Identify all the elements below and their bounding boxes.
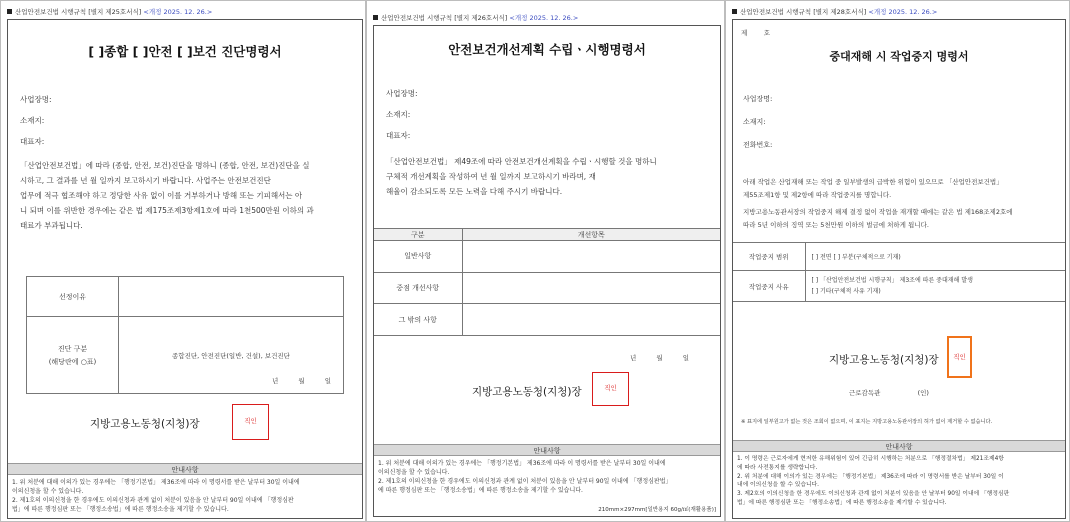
- doc2-workplace-field: 사업장명:: [386, 89, 418, 98]
- doc3-guide: [733, 440, 1065, 508]
- doc2-header: [373, 13, 578, 22]
- doc2-date-line: 년 월 일: [630, 354, 689, 362]
- doc3-scope-label: 작업중지 범위: [733, 243, 805, 271]
- doc3-number-label: 제 호: [741, 29, 771, 37]
- doc3-reason-value: [ ] 「산업안전보건법 시행규칙」 제3조에 따른 중대재해 발생: [811, 277, 973, 284]
- bullet-square-icon: [7, 9, 12, 14]
- doc2-row-value[interactable]: [462, 241, 720, 273]
- doc3-reason-value: [ ] 기타(구체적 사유 기재): [811, 288, 881, 295]
- doc2-guide-line: 에 따른 행정심판 또는 「행정소송법」에 따른 행정소송을 제기할 수 있습니다.: [378, 487, 583, 494]
- document-panel-3: [725, 0, 1070, 522]
- doc3-official-seal: [947, 336, 972, 378]
- doc2-seal-text: 직인: [604, 384, 617, 392]
- doc1-guide-text: [8, 475, 362, 514]
- doc2-address-field: 소재지:: [386, 110, 411, 119]
- doc3-page: [732, 19, 1066, 519]
- doc1-body-line: 태료가 부과됩니다.: [20, 221, 83, 230]
- doc1-kind-label-cell: [27, 317, 119, 394]
- doc1-guide-title: 안내사항: [8, 463, 362, 475]
- bullet-square-icon: [732, 9, 737, 14]
- doc1-body: [20, 158, 360, 233]
- doc3-guide-text: [733, 452, 1065, 508]
- doc3-header-revision: <개정 2025. 12. 26.>: [868, 8, 938, 16]
- doc2-guide-line: 2. 제1호의 이의신청을 한 경우에도 이의신청과 관계 없이 처분이 있음을 안 날부터 90일 이내에 「행정심판법」: [378, 478, 672, 485]
- doc1-reason-label: 선정이유: [27, 277, 119, 317]
- doc1-header-revision: <개정 2025. 12. 26.>: [143, 8, 213, 16]
- doc2-body: [386, 154, 716, 199]
- doc2-table: [374, 228, 720, 336]
- doc3-guide-line: 에 따라 사전통지를 생략합니다.: [737, 464, 818, 471]
- doc2-paper-note: 210mm×297mm[일반용지 60g/㎡(재활용품)]: [598, 507, 716, 513]
- doc1-kind-hint: (해당란에 ○표): [48, 357, 97, 366]
- doc3-reason-label: 작업중지 사유: [733, 271, 805, 302]
- doc2-title: 안전보건개선계획 수립ㆍ시행명령서: [448, 42, 646, 57]
- doc1-body-line: 니 되며 이를 위반한 경우에는 같은 법 제175조제3항제1호에 따라 1천500만원 이하의 과: [20, 206, 314, 215]
- doc3-body-line: 제55조제1항 및 제2항에 따라 작업중지를 명합니다.: [743, 191, 892, 199]
- doc1-address-field: 소재지:: [20, 116, 45, 125]
- doc1-kind-label: 진단 구분: [57, 344, 88, 353]
- doc3-guide-line: 법」에 따른 행정심판 또는 「행정소송법」에 따른 행정소송을 제기할 수 있습니다.: [737, 499, 947, 506]
- doc1-page: [7, 19, 363, 519]
- doc3-workplace-field: 사업장명:: [743, 95, 773, 103]
- doc2-guide-title: 안내사항: [374, 444, 720, 456]
- doc2-row-label: 중점 개선사항: [374, 272, 462, 304]
- doc3-title: 중대재해 시 작업중지 명령서: [829, 50, 969, 63]
- doc3-seal-text: 직인: [953, 353, 966, 361]
- doc2-page: [373, 25, 721, 517]
- doc1-body-line: 「산업안전보건법」에 따라 (종합, 안전, 보건)진단을 명하니 (종합, 안전, 보건)진단을 실: [20, 161, 310, 170]
- doc3-address-field: 소재지:: [743, 118, 766, 126]
- doc1-issuer: 지방고용노동청(지청)장: [90, 418, 200, 430]
- doc1-rep-field: 대표자:: [20, 137, 45, 146]
- doc2-head-category: 구분: [374, 229, 462, 241]
- doc3-body-line: 아래 작업은 산업재해 또는 작업 중 일부발생의 급박한 위험이 있으므로 「산업안전보건법」: [743, 178, 1003, 186]
- doc3-phone-field: 전화번호:: [743, 141, 773, 149]
- doc1-body-line: 시하고, 그 결과를 년 월 일까지 보고하시기 바랍니다. 사업주는 안전보건진단: [20, 176, 271, 185]
- bullet-square-icon: [373, 15, 378, 20]
- doc1-reason-value[interactable]: [119, 277, 344, 317]
- doc1-guide-line: 이의신청을 할 수 있습니다.: [12, 488, 84, 495]
- doc3-guide-title: 안내사항: [733, 440, 1065, 452]
- doc2-body-line: 구체적 개선계획을 작성하여 년 월 일까지 보고하시기 바라며, 재: [386, 172, 596, 181]
- doc3-body: [743, 176, 1063, 202]
- doc1-workplace-field: 사업장명:: [20, 95, 52, 104]
- doc3-reason-cell[interactable]: [805, 271, 1065, 302]
- doc2-row-value[interactable]: [462, 304, 720, 336]
- doc1-guide-line: 2. 제1호의 이의신청을 한 경우에도 이의신청과 관계 없이 처분이 있음을 안 날부터 90일 이내에 「행정심판: [12, 497, 294, 504]
- doc3-guide-line: 1. 이 명령은 근로자에게 현저한 유해위험이 있어 긴급히 시행하는 처분으로 「행정절차법」 제21조제4항: [737, 456, 1004, 462]
- doc1-guide: [8, 463, 362, 514]
- doc2-guide: [374, 444, 720, 495]
- doc2-rep-field: 대표자:: [386, 131, 411, 140]
- doc2-header-prefix: 산업안전보건법 시행규칙 [별지 제26호서식]: [381, 14, 508, 22]
- doc3-body-2: [743, 206, 1063, 232]
- doc2-issuer: 지방고용노동청(지청)장: [472, 386, 582, 398]
- doc2-row-label: 일반사항: [374, 241, 462, 273]
- doc3-issuer: 지방고용노동청(지청)장: [829, 354, 939, 366]
- doc3-body-line: 지방고용노동관서장의 작업중지 해제 결정 없이 작업을 재개할 때에는 같은 법 제168조제2호에: [743, 208, 1013, 216]
- doc2-guide-line: 1. 위 처분에 대해 이의가 있는 경우에는 「행정기본법」 제36조에 따라 이 명령서를 받은 날부터 30일 이내에: [378, 460, 666, 467]
- doc1-seal-text: 직인: [244, 417, 257, 425]
- doc1-title: [ ]종합 [ ]안전 [ ]보건 진단명령서: [88, 44, 282, 59]
- doc3-guide-line: 3. 제2호의 이의신청을 한 경우에도 이의신청과 관계 없이 처분이 있음을 안 날부터 90일 이내에 「행정심판: [737, 491, 1010, 498]
- doc2-row-value[interactable]: [462, 272, 720, 304]
- doc2-body-line: 해율이 감소되도록 모든 노력을 다해 주시기 바랍니다.: [386, 187, 563, 196]
- doc1-guide-line: 법」에 따른 행정심판 또는 「행정소송법」에 따른 행정소송을 제기할 수 있습니다.: [12, 506, 229, 513]
- doc1-header: [7, 7, 212, 16]
- document-panel-1: [0, 0, 366, 522]
- doc1-header-prefix: 산업안전보건법 시행규칙 [별지 제25호서식]: [15, 8, 142, 16]
- doc3-body-line: 따라 5년 이하의 징역 또는 5천만원 이하의 벌금에 처하게 됩니다.: [743, 221, 929, 229]
- doc3-table: [733, 242, 1065, 302]
- doc3-guide-line: 내에 이의신청을 할 수 있습니다.: [737, 482, 820, 489]
- document-panel-2: [366, 0, 725, 522]
- doc3-guide-line: 2. 위 처분에 대해 이의가 있는 경우에는 「행정기본법」 제36조에 따라 이 명령서를 받은 날부터 30일 이: [737, 473, 1004, 480]
- doc1-date-line: 년 월 일: [272, 377, 331, 385]
- doc1-guide-line: 1. 위 처분에 대해 이의가 있는 경우에는 「행정기본법」 제36조에 따라 이 명령서를 받은 날부터 30일 이내에: [12, 479, 300, 486]
- doc2-guide-text: [374, 456, 720, 495]
- doc1-official-seal: [232, 404, 269, 440]
- doc3-footnote: ※ 표지에 일부원고가 없는 것은 조회이 없으며, 이 표지는 지방고용노동관서장의 허가 없이 제거할 수 없습니다.: [741, 419, 993, 425]
- doc3-inspector: 근로감독관 (인): [849, 389, 929, 397]
- doc2-guide-line: 이의신청을 할 수 있습니다.: [378, 469, 450, 476]
- doc2-body-line: 「산업안전보건법」 제49조에 따라 안전보건개선계획을 수립ㆍ시행할 것을 명하니: [386, 157, 657, 166]
- doc2-head-items: 개선항목: [462, 229, 720, 241]
- doc1-kind-value[interactable]: 종합진단, 안전진단(일반, 건설), 보건진단: [119, 317, 344, 394]
- doc2-official-seal: [592, 372, 629, 406]
- doc2-row-label: 그 밖의 사항: [374, 304, 462, 336]
- doc1-body-line: 업무에 적극 협조해야 하고 정당한 사유 없이 이를 거부하거나 방해 또는 기피해서는 아: [20, 191, 303, 200]
- doc2-header-revision: <개정 2025. 12. 26.>: [509, 14, 579, 22]
- doc3-header: [732, 7, 937, 16]
- doc3-header-prefix: 산업안전보건법 시행규칙 [별지 제28호서식]: [740, 8, 867, 16]
- doc3-scope-value[interactable]: [ ] 전면 [ ] 부분(구체적으로 기재): [805, 243, 1065, 271]
